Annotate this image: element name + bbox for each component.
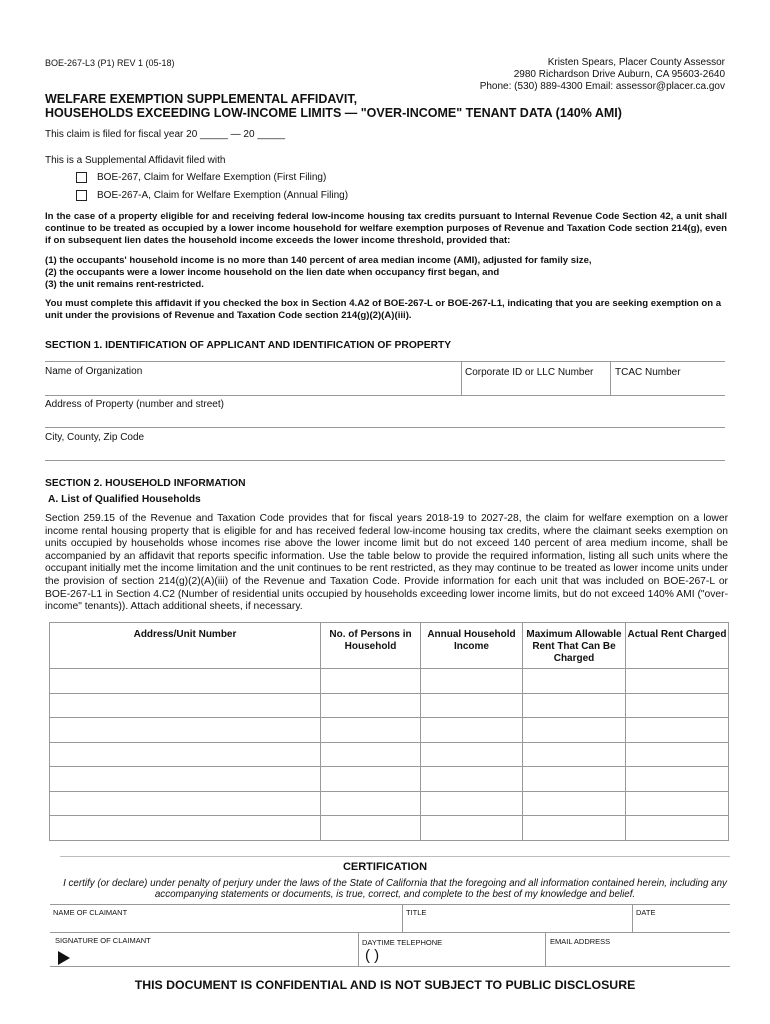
- col-max-rent: Maximum Allowable Rent That Can Be Charged: [523, 623, 626, 669]
- table-row: [50, 718, 729, 743]
- daytime-telephone-input[interactable]: ( ): [365, 947, 380, 964]
- table-row: [50, 693, 729, 718]
- table-row: [50, 742, 729, 767]
- date-input[interactable]: [636, 918, 728, 931]
- confidential-footer: THIS DOCUMENT IS CONFIDENTIAL AND IS NOT SUBJECT TO PUBLIC DISCLOSURE: [134, 978, 636, 992]
- table-row: [50, 816, 729, 841]
- households-table: [49, 622, 729, 841]
- property-address-label: Address of Property (number and street): [45, 399, 224, 410]
- table-row: [50, 791, 729, 816]
- checkbox-boe-267-a[interactable]: [76, 190, 87, 201]
- section2-subtitle: A. List of Qualified Households: [48, 494, 201, 505]
- table-cell[interactable]: [523, 718, 626, 743]
- divider: [45, 427, 725, 428]
- table-cell[interactable]: [523, 742, 626, 767]
- table-cell[interactable]: [321, 742, 421, 767]
- table-cell[interactable]: [523, 791, 626, 816]
- table-cell[interactable]: [523, 693, 626, 718]
- divider: [358, 932, 359, 966]
- table-cell[interactable]: [50, 816, 321, 841]
- table-cell[interactable]: [626, 669, 729, 694]
- form-title-line2: HOUSEHOLDS EXCEEDING LOW-INCOME LIMITS — "OVER-INCOME" TENANT DATA (140% AMI): [45, 106, 622, 120]
- table-cell[interactable]: [421, 693, 523, 718]
- table-cell[interactable]: [321, 693, 421, 718]
- checkbox-boe-267[interactable]: [76, 172, 87, 183]
- certification-text: I certify (or declare) under penalty of perjury under the laws of the State of California that the foregoing and all information contained herein, including any accompanying statements or documents, is true, correct, and complete to the best of my knowledge and belief.: [63, 878, 727, 900]
- signature-label: SIGNATURE OF CLAIMANT: [55, 936, 151, 945]
- table-cell[interactable]: [321, 791, 421, 816]
- table-cell[interactable]: [50, 669, 321, 694]
- table-cell[interactable]: [626, 767, 729, 792]
- table-cell[interactable]: [50, 791, 321, 816]
- name-of-organization-label: Name of Organization: [45, 366, 143, 377]
- intro-paragraph: In the case of a property eligible for and receiving federal low-income housing tax credits pursuant to Internal Revenue Code Section 42, a unit shall continue to be treated as occupied by a lower income household for welfare exemption purposes of Revenue and Taxation Code section 214(g), even if on subsequent lien dates the household income exceeds the lower income threshold, provided that:: [45, 211, 727, 246]
- divider: [45, 460, 725, 461]
- divider: [50, 932, 730, 933]
- conditions-list: [45, 255, 727, 291]
- assessor-address: 2980 Richardson Drive Auburn, CA 95603-2640: [513, 69, 725, 80]
- city-county-zip-label: City, County, Zip Code: [45, 432, 145, 443]
- email-address-label: EMAIL ADDRESS: [550, 937, 611, 946]
- table-cell[interactable]: [50, 742, 321, 767]
- corporate-id-label: Corporate ID or LLC Number: [465, 367, 594, 378]
- section2-paragraph: Section 259.15 of the Revenue and Taxation Code provides that for fiscal years 2018-19 to 2027-28, the claim for welfare exemption on a lower income rental housing property that is eligible for and has received federal low-income housing tax credits, where the claimant seeks exemption on units occupied by households whose incomes rise above the lower income limit but do not exceed 140 percent of area medium income, shall be accompanied by an affidavit that reports specific information. Use the table below to provide the required information, listing all such units where the occupant initially met the income limitation and the unit continues to be rent restricted, as they may continue to be treated as lower income units under the provision of section 214(g)(2)(A)(iii) of the Revenue and Taxation Code. Provide information for each unit that was included on BOE-267-L or BOE-267-L1 in Section 4.C2 (Number of residential units occupied by households exceeding lower income limits, but do not exceed 140% AMI ("over-income" tenants)). Attach additional sheets, if necessary.: [45, 513, 728, 613]
- table-cell[interactable]: [626, 791, 729, 816]
- table-cell[interactable]: [321, 767, 421, 792]
- table-cell[interactable]: [421, 742, 523, 767]
- option-boe-267[interactable]: [76, 172, 326, 183]
- sign-here-arrow-icon: [58, 951, 70, 965]
- table-cell[interactable]: [626, 693, 729, 718]
- condition-item: (2) the occupants were a lower income household on the lien date when occupancy first began, and: [45, 267, 500, 278]
- table-cell[interactable]: [523, 669, 626, 694]
- supplemental-intro: This is a Supplemental Affidavit filed with: [45, 155, 226, 166]
- title-label: TITLE: [406, 908, 427, 917]
- section1-title: SECTION 1. IDENTIFICATION OF APPLICANT AND IDENTIFICATION OF PROPERTY: [45, 340, 452, 351]
- divider: [545, 932, 546, 966]
- corporate-id-input[interactable]: [465, 380, 608, 394]
- table-cell[interactable]: [626, 718, 729, 743]
- divider: [50, 966, 730, 967]
- table-cell[interactable]: [523, 767, 626, 792]
- table-cell[interactable]: [50, 767, 321, 792]
- daytime-telephone-label: DAYTIME TELEPHONE: [362, 938, 443, 947]
- form-title-line1: WELFARE EXEMPTION SUPPLEMENTAL AFFIDAVIT,: [45, 92, 358, 106]
- tcac-number-label: TCAC Number: [615, 367, 681, 378]
- table-cell[interactable]: [50, 693, 321, 718]
- col-annual-income: Annual Household Income: [421, 623, 523, 669]
- condition-item: (3) the unit remains rent-restricted.: [45, 279, 204, 290]
- section2-title: SECTION 2. HOUSEHOLD INFORMATION: [45, 478, 246, 489]
- divider: [461, 361, 462, 395]
- divider: [60, 856, 730, 857]
- table-cell[interactable]: [50, 718, 321, 743]
- form-id: BOE-267-L3 (P1) REV 1 (05-18): [45, 58, 175, 68]
- property-address-input[interactable]: [45, 412, 725, 426]
- date-label: DATE: [636, 908, 656, 917]
- table-row: [50, 669, 729, 694]
- divider: [402, 904, 403, 932]
- city-county-zip-input[interactable]: [45, 445, 725, 459]
- name-of-claimant-input[interactable]: [53, 918, 398, 931]
- col-actual-rent: Actual Rent Charged: [626, 623, 729, 669]
- certification-title: CERTIFICATION: [342, 861, 428, 873]
- signature-input[interactable]: [75, 946, 355, 964]
- table-cell[interactable]: [321, 816, 421, 841]
- table-cell[interactable]: [421, 791, 523, 816]
- table-cell[interactable]: [523, 816, 626, 841]
- condition-item: (1) the occupants' household income is no more than 140 percent of area median income (AMI), adjusted for family size,: [45, 255, 592, 266]
- title-input[interactable]: [406, 918, 628, 931]
- table-cell[interactable]: [321, 718, 421, 743]
- divider: [45, 361, 725, 362]
- col-address-unit: Address/Unit Number: [50, 623, 321, 669]
- name-of-claimant-label: NAME OF CLAIMANT: [53, 908, 128, 917]
- table-row: [50, 767, 729, 792]
- tcac-number-input[interactable]: [615, 380, 725, 394]
- table-cell[interactable]: [626, 742, 729, 767]
- must-complete-paragraph: You must complete this affidavit if you checked the box in Section 4.A2 of BOE-267-L or BOE-267-L1, indicating that you are seeking exemption on a unit under the provisions of Revenue and Taxation Code section 214(g)(2)(A)(iii).: [45, 298, 722, 321]
- fiscal-year-field[interactable]: This claim is filed for fiscal year 20 _____ — 20 _____: [45, 129, 286, 140]
- table-cell[interactable]: [421, 669, 523, 694]
- name-of-organization-input[interactable]: [45, 380, 460, 394]
- table-cell[interactable]: [421, 718, 523, 743]
- table-cell[interactable]: [421, 816, 523, 841]
- assessor-contact: Phone: (530) 889-4300 Email: assessor@placer.ca.gov: [479, 81, 725, 92]
- divider: [632, 904, 633, 932]
- option-boe-267-a[interactable]: [76, 190, 348, 201]
- table-cell[interactable]: [421, 767, 523, 792]
- table-cell[interactable]: [626, 816, 729, 841]
- divider: [50, 904, 730, 905]
- email-address-input[interactable]: [550, 948, 728, 964]
- table-header-row: [50, 623, 729, 669]
- assessor-block: [480, 57, 725, 93]
- col-persons: No. of Persons in Household: [321, 623, 421, 669]
- table-cell[interactable]: [321, 669, 421, 694]
- option-boe-267-label: BOE-267, Claim for Welfare Exemption (First Filing): [97, 172, 327, 183]
- divider: [610, 361, 611, 395]
- divider: [45, 395, 725, 396]
- assessor-name: Kristen Spears, Placer County Assessor: [547, 57, 725, 68]
- option-boe-267-a-label: BOE-267-A, Claim for Welfare Exemption (Annual Filing): [97, 190, 349, 201]
